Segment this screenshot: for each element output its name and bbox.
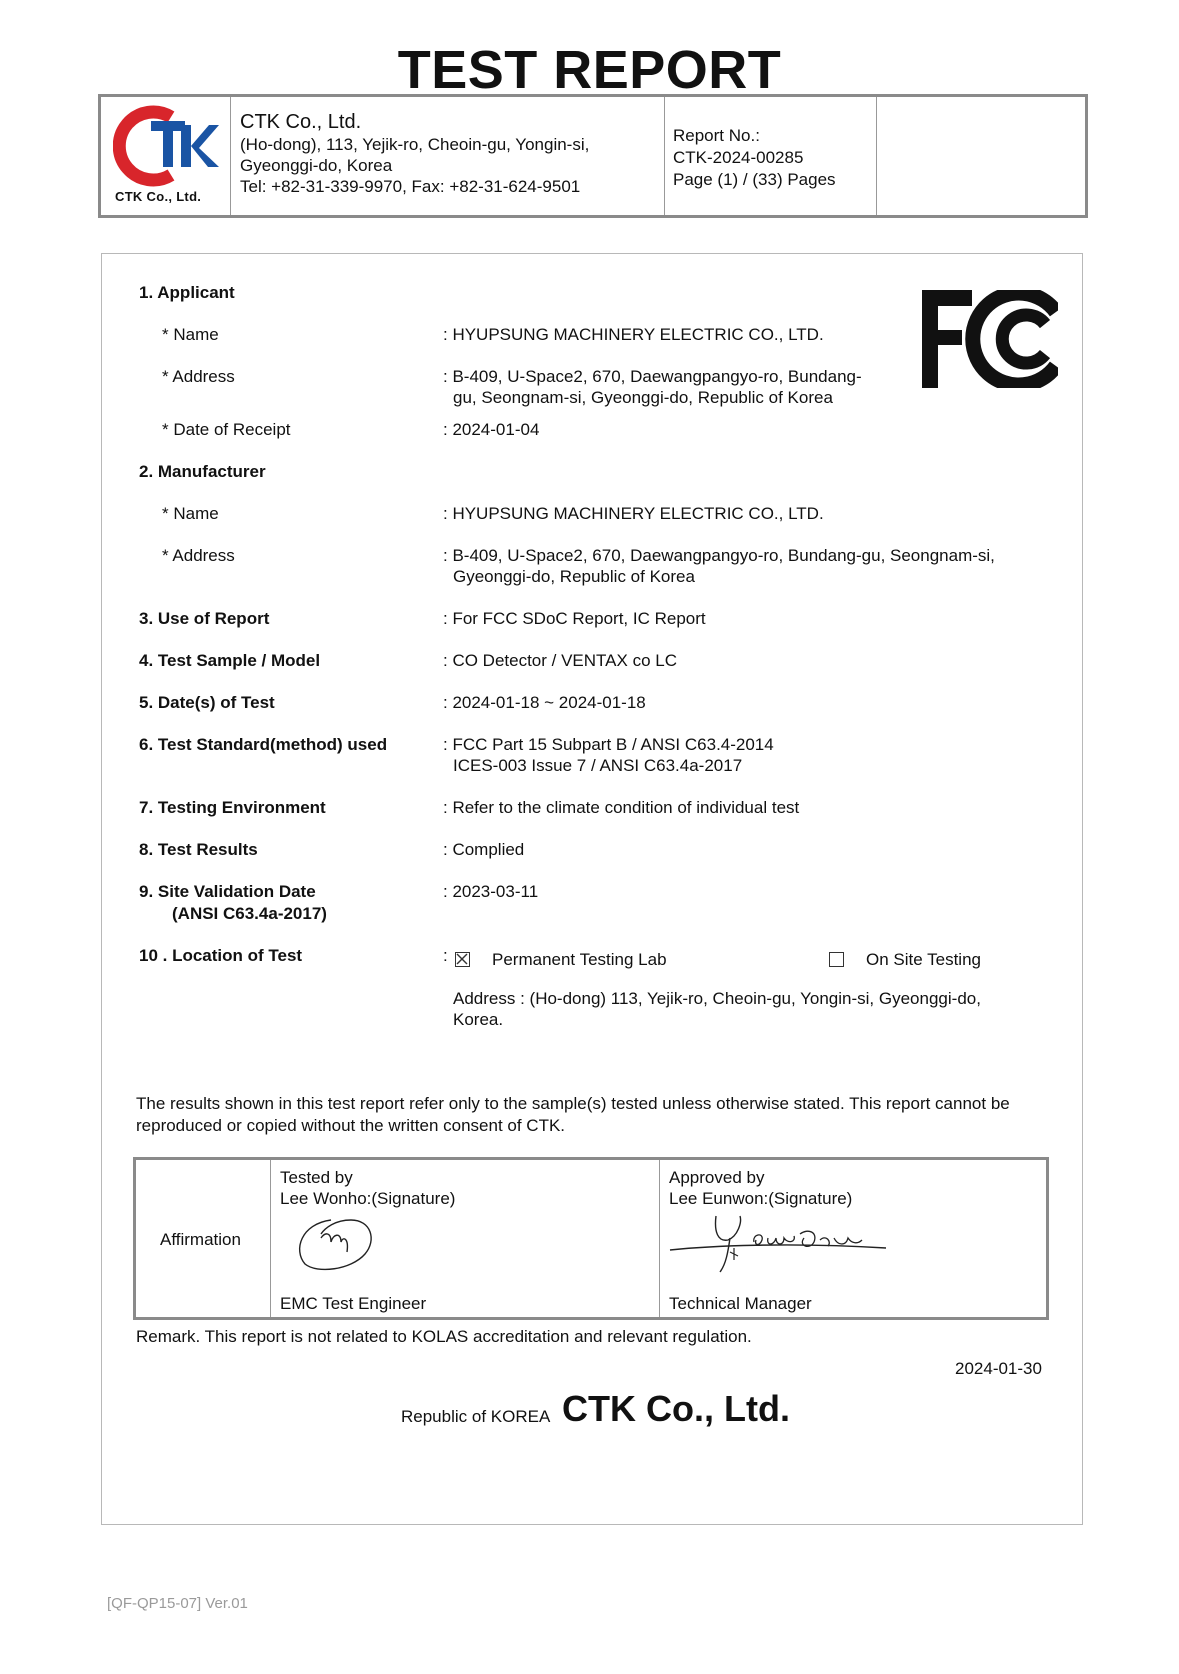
applicant-heading: 1. Applicant: [139, 283, 235, 302]
header-empty-cell: [877, 97, 1085, 215]
test-standard-line2: ICES-003 Issue 7 / ANSI C63.4a-2017: [453, 756, 743, 775]
form-id: [QF-QP15-07] Ver.01: [107, 1595, 248, 1612]
company-name: CTK Co., Ltd.: [240, 111, 362, 133]
approved-by-title: Technical Manager: [669, 1294, 812, 1313]
ctk-logo-icon: [113, 103, 219, 189]
test-results-value: : Complied: [443, 840, 525, 859]
report-info-cell: [665, 97, 877, 215]
applicant-address-line1: : B-409, U-Space2, 670, Daewangpangyo-ro, Bundang-: [443, 367, 862, 386]
report-date: 2024-01-30: [955, 1359, 1042, 1378]
company-address-line1: (Ho-dong), 113, Yejik-ro, Cheoin-gu, Yongin-si,: [240, 135, 590, 154]
approved-by-name: Lee Eunwon:(Signature): [669, 1189, 853, 1208]
location-colon: :: [443, 946, 448, 965]
manufacturer-address-line2: Gyeonggi-do, Republic of Korea: [453, 567, 695, 586]
on-site-checkbox: [829, 952, 844, 967]
environment-heading: 7. Testing Environment: [139, 798, 326, 817]
manufacturer-heading: 2. Manufacturer: [139, 462, 266, 481]
test-standard-line1: : FCC Part 15 Subpart B / ANSI C63.4-2014: [443, 735, 774, 754]
manufacturer-address-label: * Address: [162, 546, 235, 565]
location-address-line1: Address : (Ho-dong) 113, Yejik-ro, Cheoin-gu, Yongin-si, Gyeonggi-do,: [453, 989, 981, 1008]
use-of-report-heading: 3. Use of Report: [139, 609, 270, 628]
test-sample-heading: 4. Test Sample / Model: [139, 651, 321, 670]
company-info-cell: [231, 97, 665, 215]
environment-value: : Refer to the climate condition of individual test: [443, 798, 800, 817]
footer-country: Republic of KOREA: [401, 1407, 551, 1426]
manufacturer-name-label: * Name: [162, 504, 219, 523]
footer-company-name: CTK Co., Ltd.: [562, 1388, 790, 1429]
location-address-line2: Korea.: [453, 1010, 504, 1029]
test-dates-value: : 2024-01-18 ~ 2024-01-18: [443, 693, 646, 712]
tested-by-cell: [271, 1160, 660, 1317]
checkbox-x-icon: [456, 953, 468, 965]
applicant-address-label: * Address: [162, 367, 235, 386]
location-heading: 10 . Location of Test: [139, 946, 303, 965]
permanent-lab-label: Permanent Testing Lab: [492, 950, 667, 969]
permanent-lab-checkbox: [455, 952, 470, 967]
document-title: TEST REPORT: [397, 40, 782, 100]
use-of-report-value: : For FCC SDoC Report, IC Report: [443, 609, 706, 628]
report-header: [98, 94, 1088, 218]
applicant-address-line2: gu, Seongnam-si, Gyeonggi-do, Republic of Korea: [453, 388, 833, 407]
page-info: Page (1) / (33) Pages: [673, 170, 836, 189]
logo-company-text: CTK Co., Ltd.: [115, 189, 202, 204]
site-validation-heading: 9. Site Validation Date: [139, 882, 316, 901]
applicant-name-value: : HYUPSUNG MACHINERY ELECTRIC CO., LTD.: [443, 325, 824, 344]
manufacturer-address-line1: : B-409, U-Space2, 670, Daewangpangyo-ro, Bundang-gu, Seongnam-si,: [443, 546, 995, 565]
test-standard-heading: 6. Test Standard(method) used: [139, 735, 388, 754]
report-no: CTK-2024-00285: [673, 148, 804, 167]
manufacturer-name-value: : HYUPSUNG MACHINERY ELECTRIC CO., LTD.: [443, 504, 824, 523]
approved-by-cell: [660, 1160, 1046, 1317]
remark-text: Remark. This report is not related to KOLAS accreditation and relevant regulation.: [136, 1327, 752, 1346]
approved-by-signature: [668, 1212, 888, 1277]
tested-by-signature: [291, 1212, 381, 1277]
tested-by-name: Lee Wonho:(Signature): [280, 1189, 456, 1208]
affirmation-table: [133, 1157, 1049, 1320]
test-sample-value: : CO Detector / VENTAX co LC: [443, 651, 677, 670]
on-site-label: On Site Testing: [866, 950, 981, 969]
site-validation-standard: (ANSI C63.4a-2017): [172, 904, 327, 923]
company-address-line2: Gyeonggi-do, Korea: [240, 156, 393, 175]
affirmation-label: Affirmation: [160, 1230, 241, 1249]
test-dates-heading: 5. Date(s) of Test: [139, 693, 275, 712]
disclaimer-text: The results shown in this test report refer only to the sample(s) tested unless otherwise stated. This report cannot be reproduced or copied without the written consent of CTK.: [136, 1094, 1010, 1135]
tested-by-title: EMC Test Engineer: [280, 1294, 427, 1313]
test-results-heading: 8. Test Results: [139, 840, 258, 859]
approved-by-label: Approved by: [669, 1168, 765, 1187]
report-no-label: Report No.:: [673, 126, 760, 145]
applicant-name-label: * Name: [162, 325, 219, 344]
company-logo-cell: [101, 97, 231, 215]
fcc-logo-icon: [922, 290, 1058, 388]
affirmation-label-cell: [136, 1160, 271, 1317]
tested-by-label: Tested by: [280, 1168, 353, 1187]
date-of-receipt-label: * Date of Receipt: [162, 420, 291, 439]
date-of-receipt-value: : 2024-01-04: [443, 420, 540, 439]
site-validation-value: : 2023-03-11: [443, 882, 539, 901]
company-contact: Tel: +82-31-339-9970, Fax: +82-31-624-9501: [240, 177, 581, 196]
